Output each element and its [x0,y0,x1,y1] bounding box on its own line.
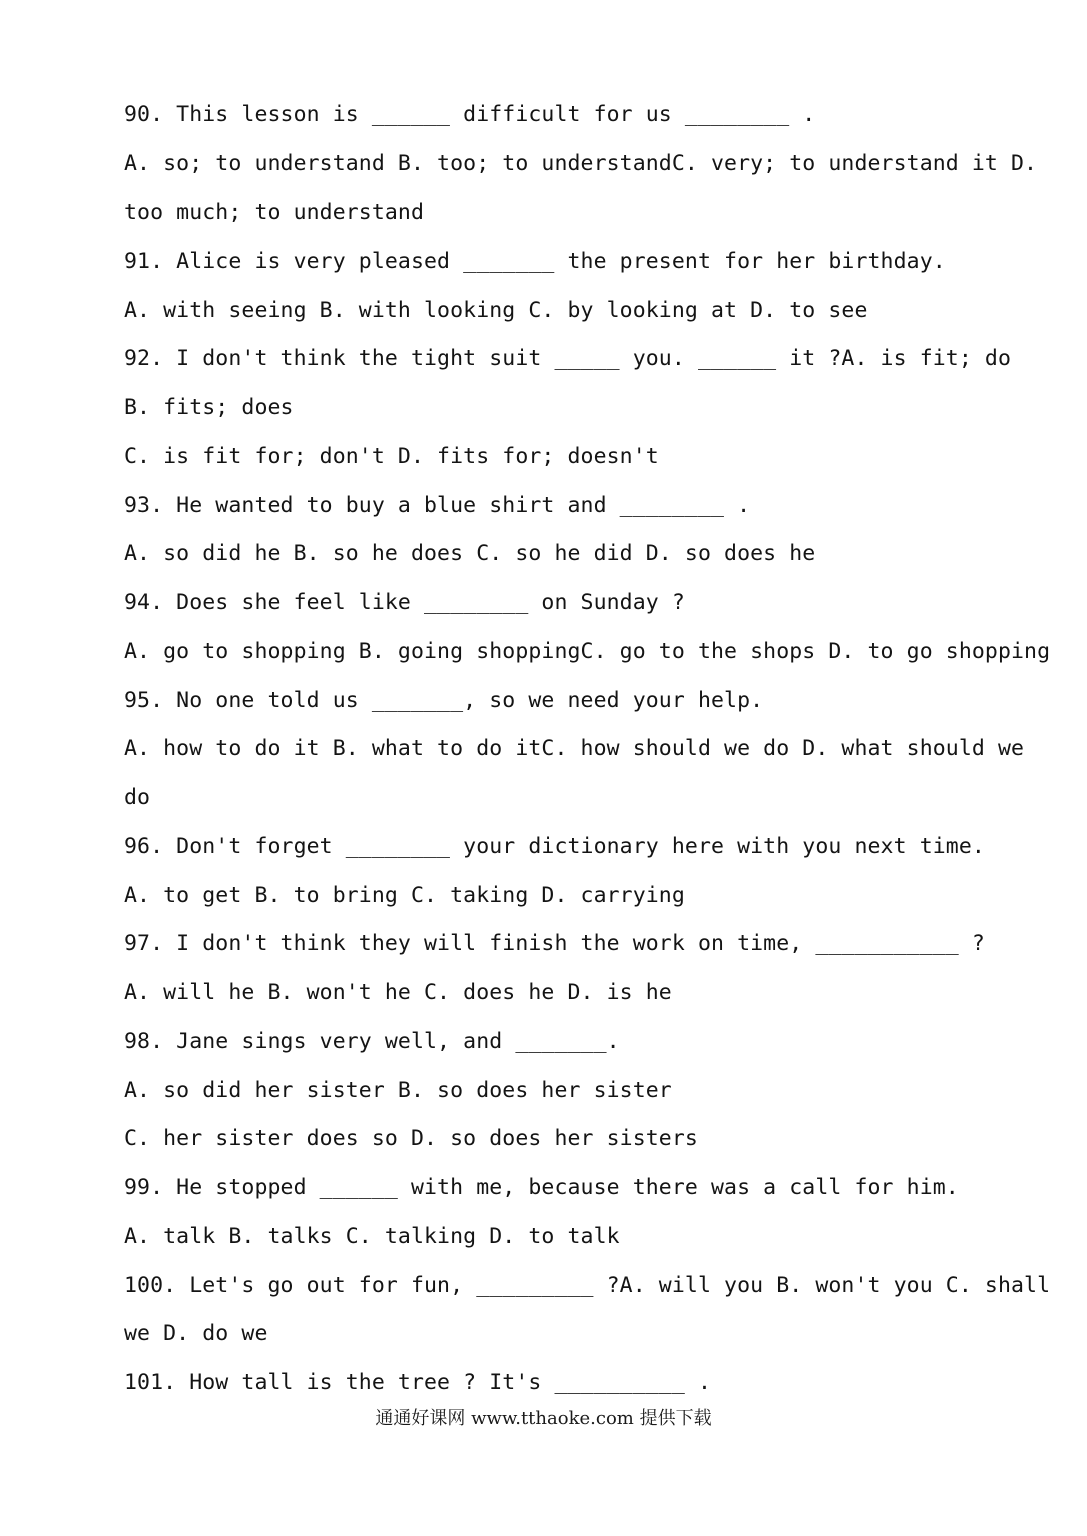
question-98-options: A. so did her sister B. so does her sister [124,1078,672,1103]
question-99-options: A. talk B. talks C. talking D. to talk [124,1224,620,1249]
question-92-options-cont: C. is fit for; don't D. fits for; doesn't [124,444,659,469]
question-100-stem: 100. Let's go out for fun, _________ ?A. will you B. won't you C. shall [124,1273,1051,1298]
question-95-options: A. how to do it B. what to do itC. how should we do D. what should we [124,736,1025,761]
page-footer: 通通好课网 www.tthaoke.com 提供下载 [375,1408,712,1429]
question-94-stem: 94. Does she feel like ________ on Sunday ? [124,590,685,615]
question-91-options: A. with seeing B. with looking C. by looking at D. to see [124,298,868,323]
question-97-stem: 97. I don't think they will finish the work on time, ___________ ? [124,931,985,956]
question-100-options-cont: we D. do we [124,1321,268,1346]
question-98-stem: 98. Jane sings very well, and _______. [124,1029,620,1054]
question-92-options: B. fits; does [124,395,294,420]
question-93-stem: 93. He wanted to buy a blue shirt and ________ . [124,493,751,518]
question-99-stem: 99. He stopped ______ with me, because there was a call for him. [124,1175,959,1200]
question-101-stem: 101. How tall is the tree ? It's __________ . [124,1370,711,1395]
question-91-stem: 91. Alice is very pleased _______ the present for her birthday. [124,249,946,274]
question-97-options: A. will he B. won't he C. does he D. is he [124,980,672,1005]
question-96-options: A. to get B. to bring C. taking D. carrying [124,883,685,908]
question-94-options: A. go to shopping B. going shoppingC. go to the shops D. to go shopping [124,639,1051,664]
question-90-stem: 90. This lesson is ______ difficult for us ________ . [124,102,816,127]
question-92-stem: 92. I don't think the tight suit _____ you. ______ it ?A. is fit; do [124,346,1011,371]
question-95-stem: 95. No one told us _______, so we need your help. [124,688,764,713]
question-93-options: A. so did he B. so he does C. so he did D. so does he [124,541,816,566]
question-98-options-cont: C. her sister does so D. so does her sisters [124,1126,698,1151]
question-90-options: A. so; to understand B. too; to understandC. very; to understand it D. [124,151,1038,176]
question-95-options-cont: do [124,785,151,810]
question-90-options-cont: too much; to understand [124,200,425,225]
question-96-stem: 96. Don't forget ________ your dictionary here with you next time. [124,834,985,859]
